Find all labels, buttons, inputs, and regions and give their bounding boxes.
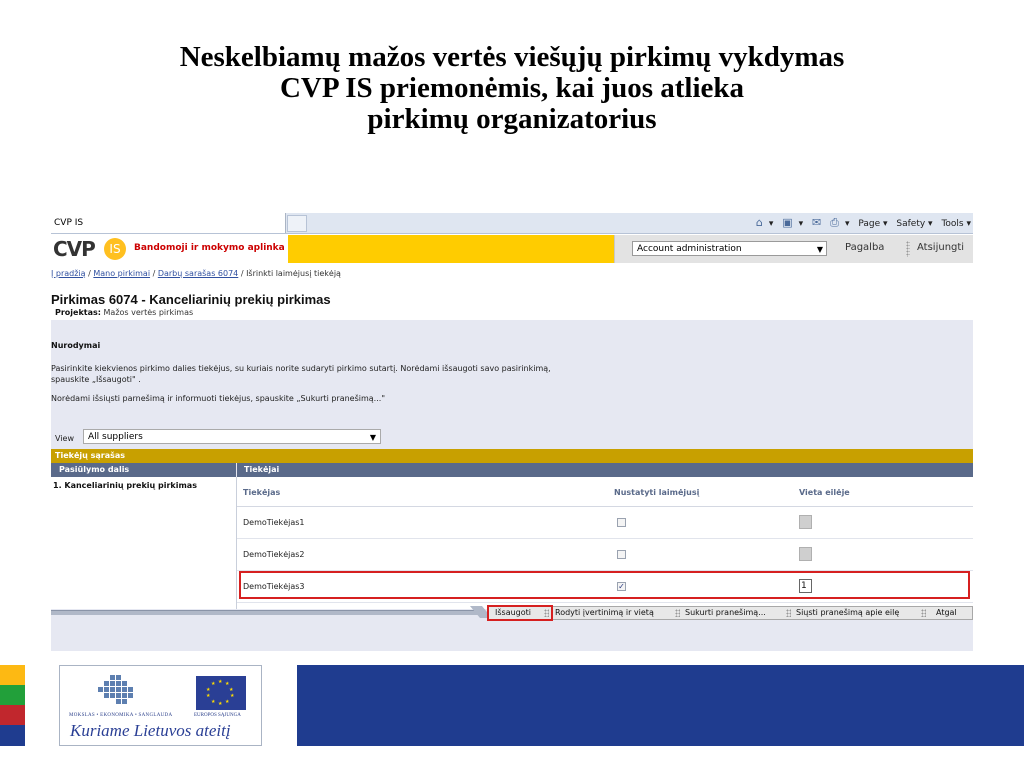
project-value: Mažos vertės pirkimas (103, 308, 194, 317)
slide-title-line-1: Neskelbiamų mažos vertės viešųjų pirkimų vykdymas (179, 41, 845, 73)
account-select[interactable] (632, 241, 827, 256)
view-select-value: All suppliers (88, 432, 143, 442)
supplier-name: DemoTiekėjas1 (243, 518, 305, 527)
browser-tab[interactable]: CVP IS (51, 213, 286, 233)
header-controls (614, 235, 973, 263)
tools-menu[interactable]: Tools ▾ (941, 219, 971, 229)
place-input[interactable]: 1 (799, 579, 812, 593)
supplier-name: DemoTiekėjas2 (243, 550, 305, 559)
flag-stripe-green (0, 685, 25, 705)
is-logo-badge: IS (104, 238, 126, 260)
view-select[interactable] (83, 429, 381, 444)
create-notice-button[interactable]: Sukurti pranešimą... (685, 608, 766, 617)
winner-checkbox[interactable] (617, 518, 626, 527)
page-menu[interactable]: Page ▾ (858, 219, 888, 229)
dropdown-arrow-icon[interactable]: ▾ (798, 219, 804, 229)
motto-text: Kuriame Lietuvos ateitį (70, 721, 231, 740)
eu-flag-icon: ★ ★ ★ ★ ★ ★ ★ ★ ★ ★ (196, 676, 246, 710)
browser-screenshot (51, 213, 973, 651)
print-icon[interactable]: ⎙ (830, 216, 839, 229)
winner-checkbox[interactable]: ✓ (618, 582, 625, 591)
table-row (237, 539, 973, 571)
content-panel (51, 320, 973, 651)
place-input (799, 515, 812, 529)
part-name: 1. Kanceliarinių prekių pirkimas (53, 481, 197, 490)
separator-grip-icon (906, 241, 910, 257)
slide-title-line-2: CVP IS priemonėmis, kai juos atlieka (279, 72, 745, 104)
back-button[interactable]: Atgal (936, 608, 957, 617)
view-label: View (55, 434, 74, 443)
browser-toolbar (51, 213, 973, 234)
chevron-down-icon: ▼ (369, 433, 376, 442)
slide-title (0, 42, 1024, 135)
action-button-strip (488, 606, 973, 620)
dropdown-arrow-icon[interactable]: ▾ (844, 219, 850, 229)
project-label: Projektas: (55, 308, 101, 317)
page-title: Pirkimas 6074 - Kanceliarinių prekių pirkimas (51, 292, 331, 307)
sub-column-supplier: Tiekėjas (243, 488, 281, 497)
winner-checkbox[interactable] (617, 550, 626, 559)
instructions-paragraph-2: Norėdami išsiųsti parnešimą ir informuoti tiekėjus, spauskite „Sukurti pranešimą..." (51, 394, 385, 403)
environment-label: Bandomoji ir mokymo aplinka (134, 243, 285, 253)
new-tab-button[interactable] (287, 215, 307, 232)
lithuania-mosaic-icon (98, 675, 134, 707)
breadcrumb-home[interactable]: Į pradžią (51, 269, 86, 278)
breadcrumb-separator: / (85, 269, 94, 278)
cvp-logo[interactable]: CVP (53, 237, 95, 261)
supplier-list-header: Tiekėjų sąrašas (51, 449, 973, 463)
mosaic-caption: MOKSLAS • EKONOMIKA • SANGLAUDA (69, 713, 173, 718)
separator-grip-icon (921, 609, 926, 617)
column-divider (236, 463, 237, 477)
separator-grip-icon (786, 609, 791, 617)
save-button[interactable]: Išsaugoti (495, 608, 531, 617)
project-line (55, 308, 193, 317)
brand-area (51, 235, 288, 263)
home-icon[interactable]: ⌂ (755, 216, 763, 229)
sub-header-row (237, 477, 973, 507)
breadcrumb-separator: / (150, 269, 158, 278)
flag-stripe-blue (0, 725, 25, 746)
chevron-down-icon: ▼ (816, 245, 823, 254)
breadcrumb-my-purchases[interactable]: Mano pirkimai (93, 269, 151, 278)
place-input (799, 547, 812, 561)
save-button-highlight (487, 605, 553, 621)
slide-title-line-3: pirkimų organizatorius (367, 103, 657, 135)
column-suppliers: Tiekėjai (244, 465, 280, 474)
logout-link[interactable]: Atsijungti (917, 242, 965, 253)
app-header (51, 235, 973, 263)
footer-blue-band (297, 665, 1024, 746)
column-part: Pasiūlymo dalis (59, 465, 130, 474)
table-column-header (51, 463, 973, 477)
send-notice-button[interactable]: Siųsti pranešimą apie eilę (796, 608, 900, 617)
selected-row-highlight (239, 571, 970, 599)
breadcrumb (51, 269, 341, 278)
show-rating-button[interactable]: Rodyti įvertinimą ir vietą (555, 608, 654, 617)
instructions-heading: Nurodymai (51, 341, 101, 350)
eu-caption: EUROPOS SĄJUNGA (194, 713, 241, 718)
feeds-icon[interactable]: ▣ (782, 216, 793, 229)
instructions-paragraph-1: Pasirinkite kiekvienos pirkimo dalies tiekėjus, su kuriais norite sudaryti pirkimo sutartį. Norėdami išsaugoti savo pasirinkimą, spauskite „Išsaugoti" . (51, 364, 551, 384)
sub-column-winner: Nustatyti laimėjusį (614, 488, 700, 497)
supplier-name: DemoTiekėjas3 (243, 582, 305, 591)
eu-funding-logo (59, 665, 262, 746)
flag-stripe-red (0, 705, 25, 725)
action-bar-rule (51, 610, 481, 615)
dropdown-arrow-icon[interactable]: ▾ (768, 219, 774, 229)
sub-column-place: Vieta eilėje (799, 488, 850, 497)
flag-stripe-yellow (0, 665, 25, 685)
help-link[interactable]: Pagalba (845, 242, 885, 253)
account-select-value: Account administration (637, 244, 742, 254)
separator-grip-icon (675, 609, 680, 617)
breadcrumb-worklist[interactable]: Darbų sarašas 6074 (157, 269, 239, 278)
table-row (237, 507, 973, 539)
breadcrumb-separator: / (238, 269, 247, 278)
browser-command-bar (750, 213, 971, 233)
safety-menu[interactable]: Safety ▾ (896, 219, 933, 229)
breadcrumb-current: Išrinkti laimėjusį tiekėją (246, 269, 341, 278)
action-bar (51, 606, 973, 622)
mail-icon[interactable]: ✉ (812, 216, 822, 229)
